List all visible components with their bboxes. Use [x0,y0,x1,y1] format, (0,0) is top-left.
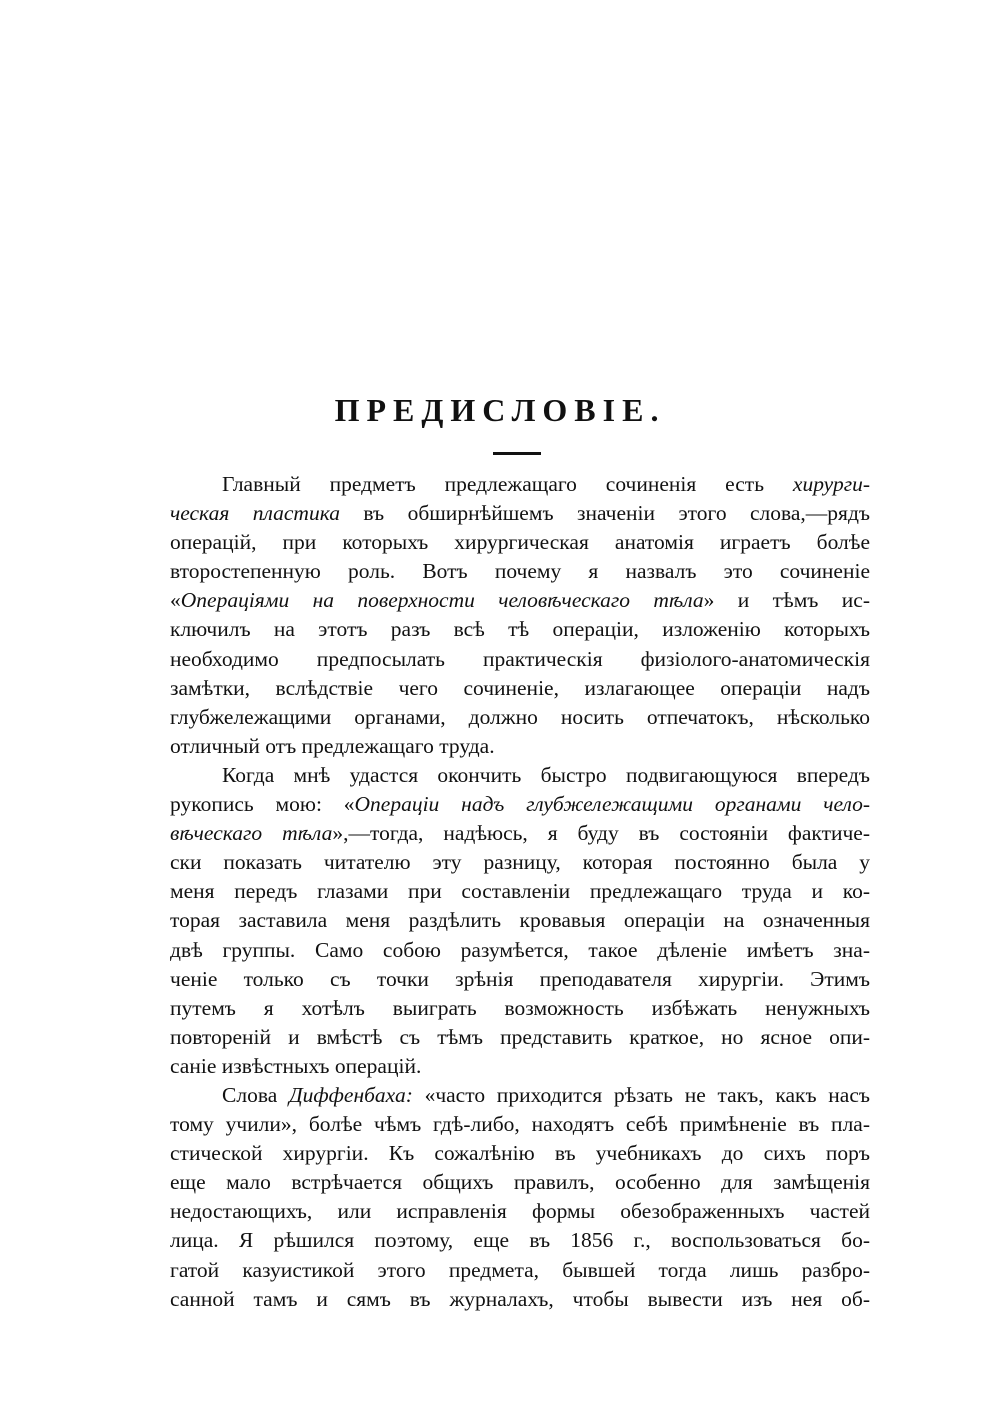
text-line: еще мало встрѣчается общихъ правилъ, особенно для замѣщенія [170,1170,870,1195]
text-line: лица. Я рѣшился поэтому, еще въ 1856 г., воспользоваться бо- [170,1228,870,1253]
text-line: меня передъ глазами при составленіи предлежащаго труда и ко- [170,879,870,904]
text-line: «Операціями на поверхности человѣческаго тѣла» и тѣмъ ис- [170,588,870,613]
text-line: замѣтки, вслѣдствіе чего сочиненіе, излагающее операціи надъ [170,675,870,700]
text-line: Слова Диффенбаха: «часто приходится рѣзать не такъ, какъ насъ [222,1082,870,1107]
text-line: санной тамъ и сямъ въ журналахъ, чтобы вывести изъ нея об- [170,1286,870,1311]
text-line: гатой казуистикой этого предмета, бывшей тогда лишь разбро- [170,1257,870,1282]
text-line: ческая пластика въ обширнѣйшемъ значеніи этого слова,—рядъ [170,501,870,526]
text-line: Главный предметъ предлежащаго сочиненія есть хирурги- [222,472,870,496]
text-line: необходимо предпосылать практическія физіолого-анатомическія [170,646,870,671]
text-line: ски показать читателю эту разницу, которая постоянно была у [170,850,870,875]
text-line: Когда мнѣ удастся окончить быстро подвигающуюся впередъ [222,762,870,787]
text-line: недостающихъ, или исправленія формы обезображенныхъ частей [170,1199,870,1224]
text-line: двѣ группы. Само собою разумѣется, такое дѣленіе имѣетъ зна- [170,937,870,962]
text-line: путемъ я хотѣлъ выиграть возможность избѣжать ненужныхъ [170,995,870,1020]
text-line: повтореній и вмѣстѣ съ тѣмъ представить краткое, но ясное опи- [170,1024,870,1049]
text-line: саніе извѣстныхъ операцій. [170,1053,422,1078]
text-line: второстепенную роль. Вотъ почему я назвалъ это сочиненіе [170,559,870,584]
page-title: ПРЕДИСЛОВІЕ. [334,392,666,428]
text-line: операцій, при которыхъ хирургическая анатомія играетъ болѣе [170,530,870,555]
text-line: вѣческаго тѣла»,—тогда, надѣюсь, я буду въ состояніи фактиче- [170,821,870,846]
text-line: отличный отъ предлежащаго труда. [170,733,495,758]
text-line: ключилъ на этотъ разъ всѣ тѣ операціи, изложенію которыхъ [170,617,870,642]
text-line: торая заставила меня раздѣлить кровавыя операціи на означенныя [170,908,870,933]
text-line: рукопись мою: «Операціи надъ глубжележащими органами чело- [170,792,871,817]
text-line: глубжележащими органами, должно носить отпечатокъ, нѣсколько [170,704,870,729]
text-line: ченіе только съ точки зрѣнія преподавателя хирургіи. Этимъ [170,966,870,991]
text-line: тому учили», болѣе чѣмъ гдѣ-либо, находятъ себѣ примѣненіе въ пла- [170,1112,870,1137]
preface-body [170,470,870,1314]
title-divider [493,452,541,455]
text-line: стической хирургіи. Къ сожалѣнію въ учебникахъ до сихъ поръ [170,1141,870,1166]
